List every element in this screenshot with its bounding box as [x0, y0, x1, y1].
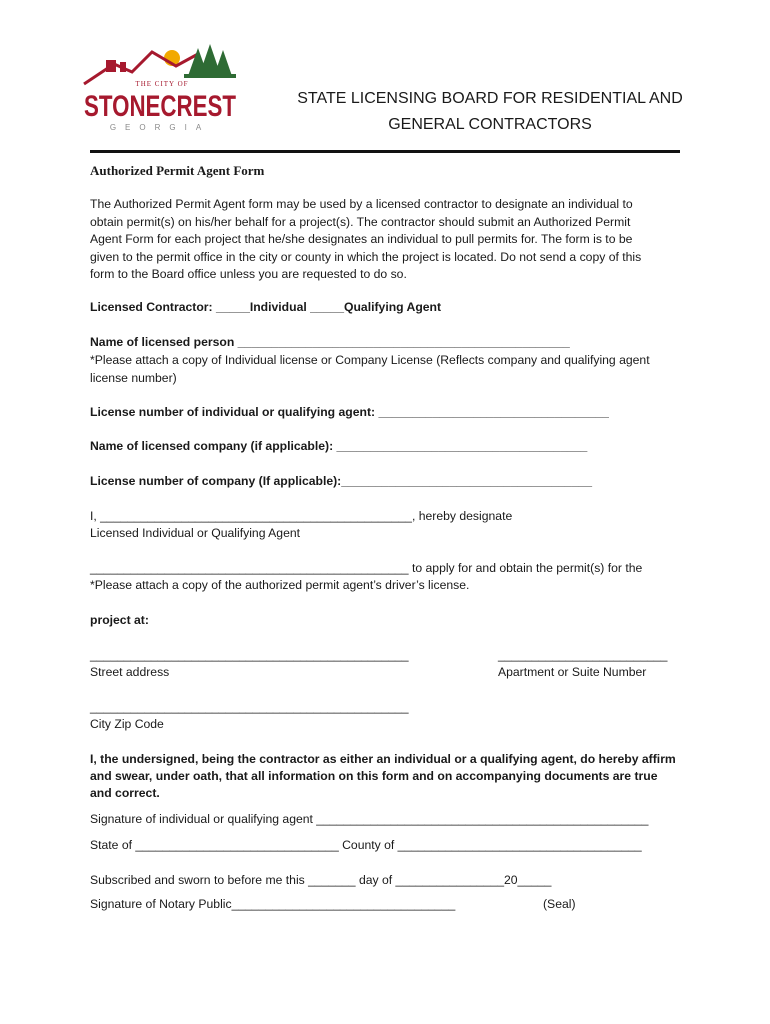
- project-at-label: project at:: [90, 613, 149, 627]
- intro-line: form to the Board office unless you are requested to do so.: [90, 267, 407, 281]
- state-county-field[interactable]: State of ______________________________ County of ____________________________________: [90, 838, 642, 852]
- street-address-field[interactable]: _______________________________________________: [90, 648, 409, 662]
- apartment-suite-label: Apartment or Suite Number: [498, 665, 647, 679]
- city-zip-label: City Zip Code: [90, 717, 164, 731]
- title-line-1: STATE LICENSING BOARD FOR RESIDENTIAL AND: [297, 90, 683, 107]
- intro-line: given to the permit office in the city or county in which the project is located. Do not send a copy of this: [90, 249, 642, 264]
- notary-signature-field[interactable]: Signature of Notary Public_________________________________: [90, 897, 456, 911]
- street-address-label: Street address: [90, 665, 170, 679]
- logo-name: STONECREST: [84, 90, 236, 123]
- affirmation-line-2: and swear, under oath, that all information on this form and on accompanying documents are true: [90, 769, 658, 783]
- tree-icon: [214, 50, 232, 76]
- agent-signature-field[interactable]: Signature of individual or qualifying agent _________________________________________________: [90, 812, 649, 826]
- intro-paragraph: [90, 196, 690, 284]
- page-title: [270, 86, 710, 138]
- seal-label: (Seal): [543, 897, 576, 911]
- stonecrest-logo-graphic: [80, 44, 240, 136]
- apartment-suite-field[interactable]: _________________________: [498, 648, 668, 662]
- licensed-contractor-field[interactable]: Licensed Contractor: _____Individual _____Qualifying Agent: [90, 300, 442, 314]
- logo-sub-text: GEORGIA: [109, 123, 211, 132]
- logo-top-text: THE CITY OF: [135, 80, 189, 88]
- designate-caption: Licensed Individual or Qualifying Agent: [90, 526, 301, 540]
- form-name: Authorized Permit Agent Form: [90, 163, 265, 178]
- intro-line: The Authorized Permit Agent form may be used by a licensed contractor to designate an individual to: [90, 197, 633, 211]
- intro-line: obtain permit(s) on his/her behalf for a project(s). The contractor should submit an Authorized Permit: [90, 214, 631, 229]
- designate-field[interactable]: I, ______________________________________________, hereby designate: [90, 509, 513, 523]
- city-zip-field[interactable]: _______________________________________________: [90, 700, 409, 714]
- header-divider: [90, 150, 680, 153]
- agent-license-note: *Please attach a copy of the authorized permit agent’s driver’s license.: [90, 578, 470, 592]
- stonecrest-logo: [80, 44, 240, 136]
- company-license-number-field[interactable]: License number of company (If applicable):_____________________________________: [90, 474, 593, 488]
- individual-license-number-field[interactable]: License number of individual or qualifying agent: __________________________________: [90, 405, 609, 419]
- affirmation-line-1: I, the undersigned, being the contractor as either an individual or a qualifying agent, do hereby affirm: [90, 752, 676, 766]
- attach-license-note: *Please attach a copy of Individual license or Company License (Reflects company and qualifying agent: [90, 353, 650, 367]
- house-icon: [120, 62, 126, 72]
- title-line-2: GENERAL CONTRACTORS: [388, 116, 592, 133]
- affirmation-line-3: and correct.: [90, 786, 160, 800]
- licensed-person-name-field[interactable]: Name of licensed person _________________________________________________: [90, 335, 570, 349]
- permit-agent-field[interactable]: _______________________________________________ to apply for and obtain the permit(s) for the: [90, 561, 643, 575]
- intro-line: Agent Form for each project that he/she designates an individual to pull permits for. The form is to be: [90, 232, 633, 246]
- attach-license-note-cont: license number): [90, 371, 177, 385]
- subscribed-sworn-field[interactable]: Subscribed and sworn to before me this _______ day of ________________20_____: [90, 873, 552, 887]
- house-icon: [106, 60, 116, 72]
- licensed-company-name-field[interactable]: Name of licensed company (if applicable): _____________________________________: [90, 439, 588, 453]
